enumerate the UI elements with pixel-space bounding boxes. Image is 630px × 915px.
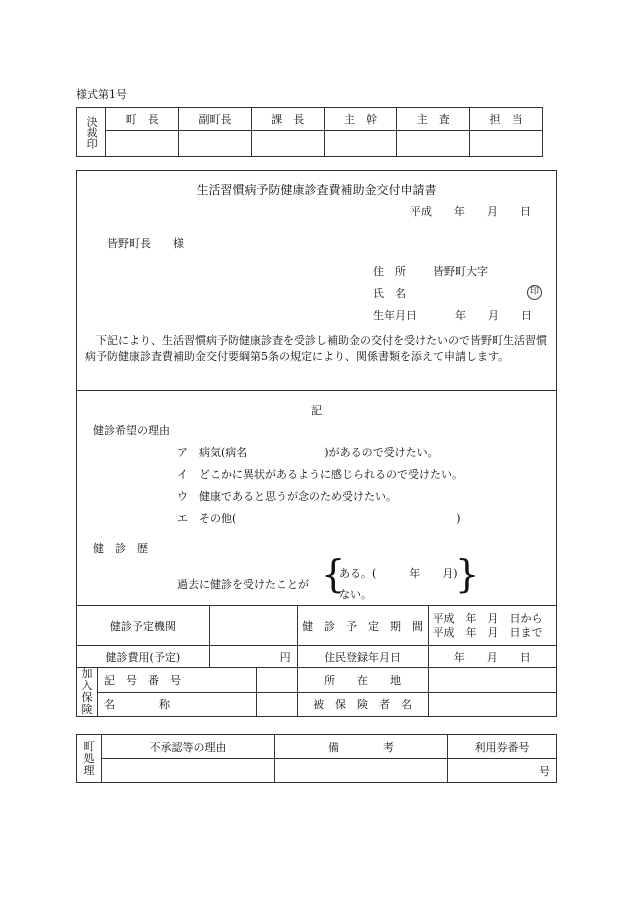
institution-field[interactable] bbox=[209, 606, 297, 646]
history-question: 過去に健診を受けたことが bbox=[177, 578, 309, 591]
coupon-number-field[interactable]: 号 bbox=[448, 759, 557, 783]
insurance-side-label: 加入保険 bbox=[77, 668, 98, 717]
reason-option-a[interactable]: ア 病気(病名 )があるので受けたい。 bbox=[177, 446, 439, 459]
application-body-text: 下記により、生活習慣病予防健康診査を受診し補助金の交付を受けたいので皆野町生活習慣病予防健康診査費補助金交付要綱第5条の規定により、関係書類を添えて申請します。 bbox=[85, 334, 547, 363]
approval-col-in-charge: 担 当 bbox=[470, 108, 543, 131]
reason-option-i[interactable]: イ どこかに異状があるように感じられるので受けたい。 bbox=[177, 468, 463, 481]
fee-field[interactable]: 円 bbox=[209, 646, 297, 668]
stamp-cell[interactable] bbox=[397, 131, 470, 157]
insured-person-label: 被 保 険 者 名 bbox=[297, 692, 428, 717]
insurer-name-field[interactable] bbox=[256, 692, 297, 717]
address-label: 住 所 bbox=[373, 265, 406, 278]
approval-col-mayor: 町 長 bbox=[106, 108, 179, 131]
resident-registration-field[interactable]: 年 月 日 bbox=[428, 646, 556, 668]
reason-option-e[interactable]: エ その他( ) bbox=[177, 512, 461, 525]
ki-heading: 記 bbox=[311, 404, 322, 417]
stamp-cell[interactable] bbox=[251, 131, 324, 157]
stamp-cell[interactable] bbox=[324, 131, 397, 157]
details-section bbox=[76, 390, 557, 606]
remarks-field[interactable] bbox=[275, 759, 448, 783]
period-field[interactable]: 平成 年 月 日から 平成 年 月 日まで bbox=[428, 606, 556, 646]
approval-col-chief-officer: 主 幹 bbox=[324, 108, 397, 131]
town-side-label: 町処理 bbox=[77, 735, 102, 783]
name-label: 氏 名 bbox=[373, 287, 406, 300]
symbol-number-label: 記 号 番 号 bbox=[98, 668, 257, 693]
reason-heading: 健診希望の理由 bbox=[93, 424, 170, 437]
birthdate-label: 生年月日 bbox=[373, 309, 417, 322]
approval-col-deputy-mayor: 副町長 bbox=[179, 108, 252, 131]
birthdate-field[interactable]: 年 月 日 bbox=[455, 309, 532, 322]
brace-close-icon: } bbox=[455, 552, 480, 596]
history-no-option[interactable]: ない。 bbox=[339, 588, 372, 601]
application-date[interactable]: 平成 年 月 日 bbox=[410, 205, 531, 218]
rejection-reason-field[interactable] bbox=[102, 759, 275, 783]
history-heading: 健 診 歴 bbox=[93, 542, 148, 555]
details-grid-table bbox=[76, 605, 557, 717]
rejection-reason-label: 不承認等の理由 bbox=[102, 735, 275, 759]
seal-mark: 印 bbox=[527, 284, 542, 300]
address-field[interactable]: 皆野町大字 bbox=[433, 265, 488, 278]
approval-side-label: 決裁印 bbox=[77, 108, 106, 157]
town-processing-table bbox=[76, 734, 557, 783]
approval-col-section-chief: 課 長 bbox=[251, 108, 324, 131]
application-section bbox=[76, 170, 557, 391]
fee-label: 健診費用(予定) bbox=[77, 646, 210, 668]
remarks-label: 備 考 bbox=[275, 735, 448, 759]
history-yes-option[interactable]: ある。( 年 月) bbox=[339, 567, 458, 580]
resident-registration-label: 住民登録年月日 bbox=[297, 646, 428, 668]
insured-person-field[interactable] bbox=[428, 692, 556, 717]
brace-open-icon: { bbox=[321, 552, 346, 596]
approval-col-inspector: 主 査 bbox=[397, 108, 470, 131]
stamp-cell[interactable] bbox=[106, 131, 179, 157]
institution-label: 健診予定機関 bbox=[77, 606, 210, 646]
stamp-cell[interactable] bbox=[179, 131, 252, 157]
reason-option-u[interactable]: ウ 健康であると思うが念のため受けたい。 bbox=[177, 490, 397, 503]
form-number: 様式第1号 bbox=[76, 88, 127, 101]
period-label: 健 診 予 定 期 間 bbox=[297, 606, 428, 646]
form-title: 生活習慣病予防健康診査費補助金交付申請書 bbox=[196, 183, 437, 197]
coupon-number-label: 利用券番号 bbox=[448, 735, 557, 759]
location-label: 所 在 地 bbox=[297, 668, 428, 693]
location-field[interactable] bbox=[428, 668, 556, 693]
addressee: 皆野町長 様 bbox=[107, 237, 184, 250]
insurer-name-label: 名 称 bbox=[98, 692, 257, 717]
symbol-number-field[interactable] bbox=[256, 668, 297, 693]
approval-stamp-table bbox=[76, 107, 543, 157]
stamp-cell[interactable] bbox=[470, 131, 543, 157]
